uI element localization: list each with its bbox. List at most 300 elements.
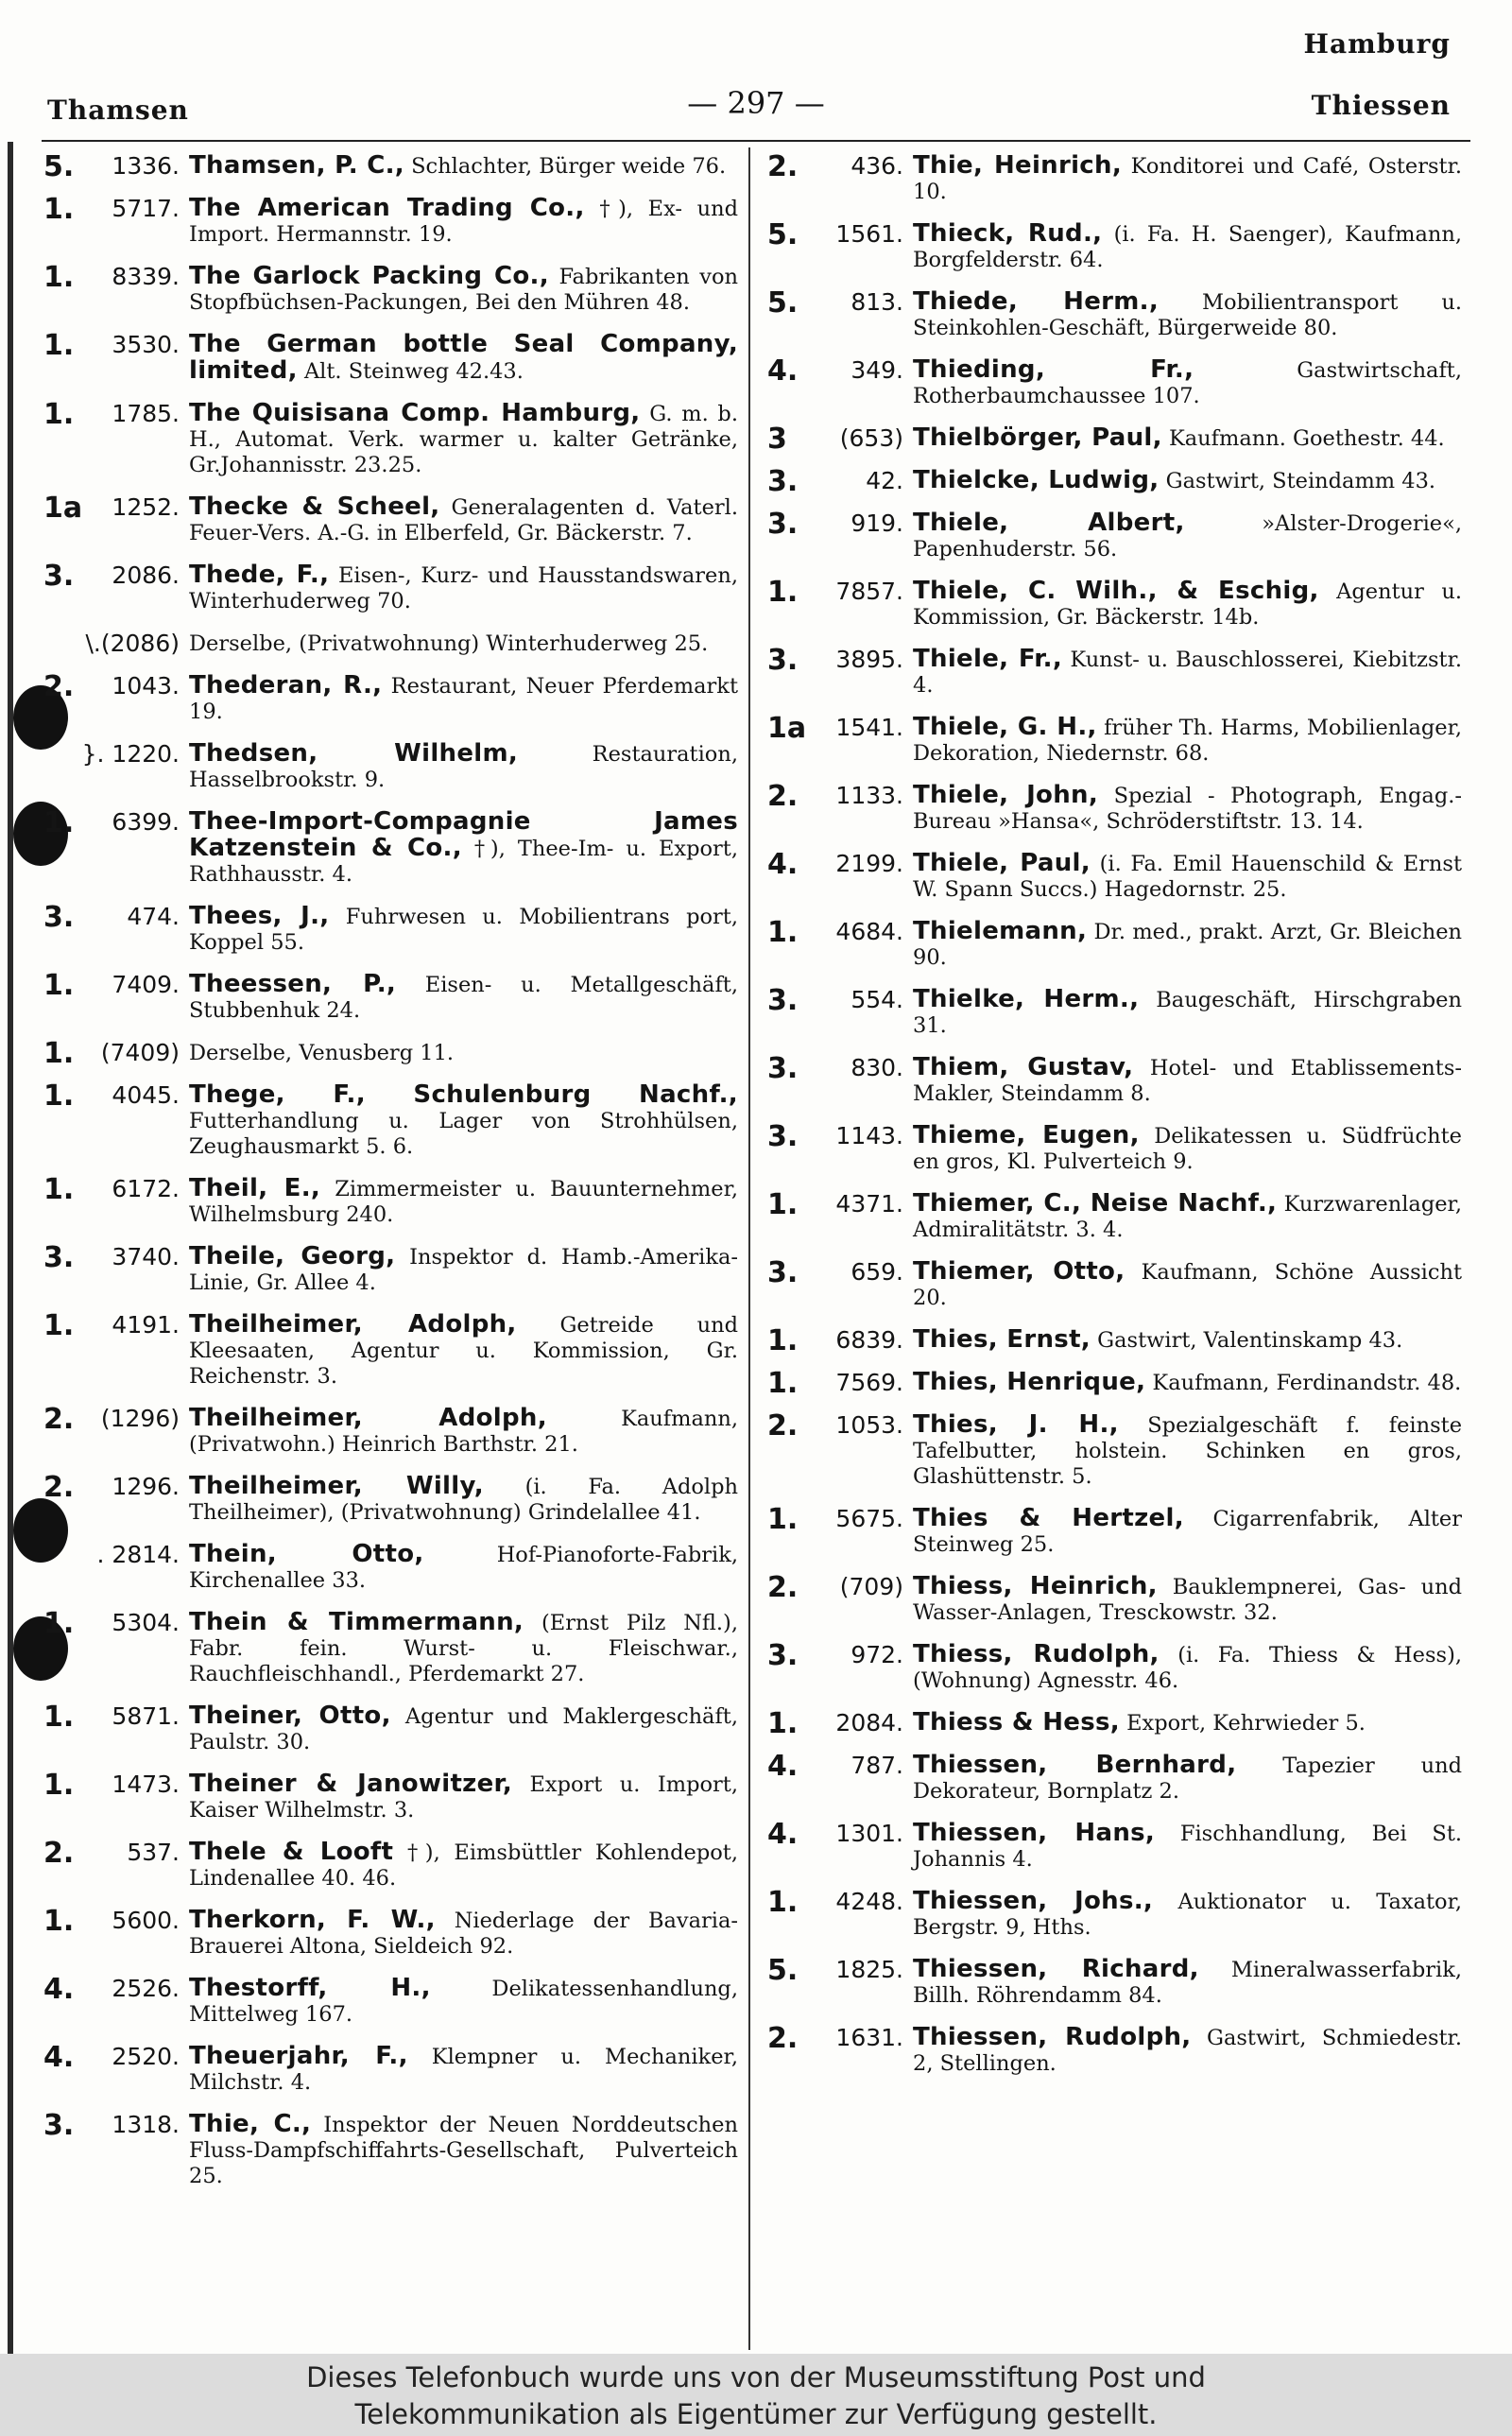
subscriber-name: The Garlock Packing Co., xyxy=(189,262,549,290)
subscriber-name: Theessen, P., xyxy=(189,970,397,998)
subscriber-name: Thielke, Herm., xyxy=(913,985,1140,1013)
directory-entry xyxy=(43,562,738,614)
subscriber-name: Thies & Hertzel, xyxy=(913,1504,1184,1532)
exchange-zone: 3. xyxy=(767,1120,799,1153)
entry-text xyxy=(189,631,738,657)
directory-entry xyxy=(43,1309,738,1390)
exchange-zone: 2. xyxy=(43,1837,75,1870)
directory-entry xyxy=(767,1750,1462,1805)
subscriber-details: Hof-Pianoforte-Fabrik, Kirchenallee 33. xyxy=(189,1543,738,1593)
subscriber-details: Baugeschäft, Hirschgraben 31. xyxy=(913,988,1462,1038)
phone-number: 1143. xyxy=(835,1122,903,1149)
phone-number: 2199. xyxy=(835,850,903,877)
directory-entry xyxy=(767,1886,1463,1941)
phone-number: . 2814. xyxy=(96,1541,180,1568)
directory-entry xyxy=(767,848,1462,903)
phone-number: 2520. xyxy=(112,2043,180,2070)
phone-number: 537. xyxy=(127,1839,180,1866)
subscriber-details: Fuhrwesen u. Mobilientrans port, Koppel 55. xyxy=(189,905,739,955)
directory-entry xyxy=(43,1607,738,1687)
entry-text xyxy=(189,1542,738,1594)
phone-number: 4684. xyxy=(835,918,903,945)
entry-text xyxy=(913,425,1462,452)
phone-number: 787. xyxy=(850,1752,903,1779)
entry-text xyxy=(189,1176,738,1228)
phone-number: 2526. xyxy=(112,1975,180,2002)
city-heading: Hamburg xyxy=(1303,28,1451,60)
directory-entry xyxy=(43,806,738,888)
exchange-zone: 1. xyxy=(43,1905,75,1938)
directory-entry xyxy=(767,354,1462,409)
directory-entry xyxy=(43,1173,738,1228)
exchange-zone: 1. xyxy=(767,576,799,609)
exchange-zone: 5. xyxy=(767,218,799,251)
subscriber-details: (i. Fa. Adolph Theilheimer), (Privatwohnung) Grindelallee 41. xyxy=(189,1475,738,1525)
subscriber-name: Thiele, Paul, xyxy=(913,849,1091,877)
subscriber-name: Thiele, G. H., xyxy=(913,713,1097,741)
exchange-zone: 1. xyxy=(43,1080,75,1113)
exchange-zone: 4. xyxy=(43,1973,75,2006)
subscriber-name: Thielbörger, Paul, xyxy=(913,423,1162,452)
exchange-zone: 1. xyxy=(43,398,75,431)
entry-text xyxy=(913,987,1462,1039)
phone-number: 4248. xyxy=(835,1888,903,1915)
subscriber-name: Thies, J. H., xyxy=(913,1410,1119,1439)
exchange-zone: 3. xyxy=(767,1052,799,1085)
subscriber-name: Theil, E., xyxy=(189,1174,321,1202)
subscriber-details: »Alster-Drogerie«, Papenhuderstr. 56. xyxy=(913,511,1462,561)
subscriber-details: Inspektor der Neuen Norddeutschen Fluss-Dampfschiffahrts-Gesellschaft, Pulverteich 25. xyxy=(189,2113,738,2188)
subscriber-name: Thiele, C. Wilh., & Eschig, xyxy=(913,577,1319,605)
directory-entry xyxy=(43,1037,738,1070)
subscriber-name: Thieding, Fr., xyxy=(913,355,1194,384)
phone-number: 3530. xyxy=(112,331,180,358)
subscriber-name: Thiess, Rudolph, xyxy=(913,1640,1160,1668)
subscriber-details: Schlachter, Bürger weide 76. xyxy=(411,154,727,179)
entry-text xyxy=(189,562,738,614)
subscriber-name: Thiele, Albert, xyxy=(913,509,1185,537)
subscriber-name: Thiessen, Hans, xyxy=(913,1819,1156,1847)
directory-entry xyxy=(43,398,738,478)
footer-line: Telekommunikation als Eigentümer zur Verfügung gestellt. xyxy=(354,2398,1158,2430)
entry-text xyxy=(913,2025,1462,2077)
entry-text xyxy=(189,1040,738,1066)
subscriber-name: Theilheimer, Adolph, xyxy=(189,1404,547,1432)
subscriber-details: Dr. med., prakt. Arzt, Gr. Bleichen 90. xyxy=(913,920,1462,970)
exchange-zone: 1a xyxy=(767,712,807,745)
subscriber-details: Kaufmann, Schöne Aussicht 20. xyxy=(913,1260,1462,1310)
entry-text xyxy=(913,468,1462,494)
directory-entry xyxy=(43,1082,738,1160)
subscriber-name: Thees, J., xyxy=(189,902,330,930)
phone-number: 8339. xyxy=(112,263,180,290)
phone-number: 1053. xyxy=(835,1411,903,1439)
phone-number: \.(2086) xyxy=(85,630,180,657)
entry-text xyxy=(189,1976,738,2028)
exchange-zone: 1. xyxy=(43,1173,75,1206)
phone-number: 5675. xyxy=(835,1505,903,1532)
entry-text xyxy=(913,1506,1462,1558)
subscriber-name: Thiess, Heinrich, xyxy=(913,1572,1158,1600)
phone-number: 1318. xyxy=(112,2111,180,2138)
exchange-zone: 1. xyxy=(43,1607,75,1640)
directory-entry xyxy=(767,644,1463,699)
entry-text xyxy=(913,579,1462,631)
exchange-zone: 1. xyxy=(43,329,75,362)
subscriber-details: Kaufmann, (Privatwohn.) Heinrich Barthstr. 21. xyxy=(189,1407,739,1457)
entry-text xyxy=(913,1957,1462,2009)
subscriber-details: Eisen-, Kurz- und Hausstandswaren, Winterhuderweg 70. xyxy=(189,563,738,613)
subscriber-details: †), Eimsbüttler Kohlendepot, Lindenallee 40. 46. xyxy=(189,1840,739,1891)
subscriber-name: Theile, Georg, xyxy=(189,1242,396,1270)
exchange-zone: 3. xyxy=(43,560,75,593)
phone-number: 7409. xyxy=(112,971,180,998)
exchange-zone: 3. xyxy=(767,1639,799,1672)
exchange-zone: 4. xyxy=(767,1818,799,1851)
directory-entry xyxy=(767,150,1463,205)
entry-text xyxy=(189,153,738,180)
phone-number: 6172. xyxy=(112,1175,180,1202)
entry-text xyxy=(913,1642,1462,1694)
entry-text xyxy=(189,332,738,385)
left-column xyxy=(43,150,739,2205)
phone-number: 4045. xyxy=(112,1081,180,1109)
directory-entry xyxy=(43,329,738,385)
exchange-zone: 4. xyxy=(767,1750,799,1783)
phone-number: 6399. xyxy=(112,808,180,836)
exchange-zone: 1. xyxy=(43,261,75,294)
subscriber-name: Thee-Import-Compagnie James Katzenstein & Co., xyxy=(189,807,738,862)
exchange-zone: 2. xyxy=(767,150,799,183)
subscriber-name: Theiner & Janowitzer, xyxy=(189,1770,513,1798)
subscriber-details: (i. Fa. Emil Hauenschild & Ernst W. Spann Succs.) Hagedornstr. 25. xyxy=(913,852,1462,902)
entry-text xyxy=(913,1412,1462,1490)
subscriber-details: Cigarrenfabrik, Alter Steinweg 25. xyxy=(913,1507,1463,1557)
entry-text xyxy=(913,1710,1462,1736)
right-keyword: Thiessen xyxy=(1311,90,1451,121)
subscriber-name: Thein, Otto, xyxy=(189,1540,424,1568)
subscriber-details: †), Thee-Im- u. Export, Rathhausstr. 4. xyxy=(189,837,738,887)
phone-number: 1043. xyxy=(112,672,180,700)
subscriber-details: Derselbe, (Privatwohnung) Winterhuderweg 25. xyxy=(189,631,709,656)
entry-text xyxy=(189,972,738,1024)
exchange-zone: 2. xyxy=(43,1403,75,1436)
phone-number: 1133. xyxy=(835,782,903,809)
exchange-zone: 2. xyxy=(43,1471,75,1504)
directory-entry xyxy=(43,969,738,1024)
subscriber-details: Inspektor d. Hamb.-Amerika-Linie, Gr. Allee 4. xyxy=(189,1245,738,1295)
subscriber-details: Mineralwasserfabrik, Billh. Röhrendamm 84. xyxy=(913,1958,1462,2008)
phone-number: 1336. xyxy=(112,152,180,180)
subscriber-name: Thedsen, Wilhelm, xyxy=(189,739,519,768)
entry-text xyxy=(913,510,1462,562)
subscriber-details: Mobilientransport u. Steinkohlen-Geschäft, Bürgerweide 80. xyxy=(913,290,1462,340)
entry-text xyxy=(913,1327,1462,1354)
entry-text xyxy=(189,264,738,316)
subscriber-details: früher Th. Harms, Mobilienlager, Dekoration, Niedernstr. 68. xyxy=(913,716,1463,766)
entry-text xyxy=(189,1474,738,1526)
entry-text xyxy=(913,783,1462,835)
phone-number: 2084. xyxy=(835,1709,903,1736)
entry-text xyxy=(913,221,1462,273)
exchange-zone: 1. xyxy=(767,1503,799,1536)
entry-text xyxy=(189,1908,738,1960)
subscriber-details: (i. Fa. Thiess & Hess), (Wohnung) Agnesstr. 46. xyxy=(913,1643,1462,1693)
subscriber-details: Niederlage der Bavaria-Brauerei Altona, Sieldeich 92. xyxy=(189,1909,738,1959)
phone-number: 1296. xyxy=(112,1473,180,1500)
subscriber-details: Getreide und Kleesaaten, Agentur u. Kommission, Gr. Reichenstr. 3. xyxy=(189,1313,738,1389)
subscriber-name: Thein & Timmermann, xyxy=(189,1608,524,1636)
entry-text xyxy=(913,1123,1462,1175)
directory-entry xyxy=(43,1542,738,1594)
phone-number: 3740. xyxy=(112,1243,180,1270)
subscriber-details: Tapezier und Dekorateur, Bornplatz 2. xyxy=(913,1754,1462,1804)
directory-entry xyxy=(767,712,1463,767)
phone-number: 5304. xyxy=(112,1609,180,1636)
entry-text xyxy=(189,1244,738,1296)
exchange-zone: 3. xyxy=(767,984,799,1017)
subscriber-name: Thele & Looft xyxy=(189,1838,394,1866)
column-divider xyxy=(748,147,750,2350)
directory-entry xyxy=(767,1818,1463,1873)
directory-entry xyxy=(767,2022,1462,2077)
entry-text xyxy=(189,2044,738,2096)
exchange-zone: 1. xyxy=(767,916,799,949)
phone-number: 919. xyxy=(850,510,903,537)
directory-entry xyxy=(767,780,1462,835)
phone-number: 1301. xyxy=(835,1820,903,1847)
phone-number: 1252. xyxy=(112,493,180,521)
subscriber-name: Thamsen, P. C., xyxy=(189,151,404,180)
subscriber-name: Theilheimer, Adolph, xyxy=(189,1310,517,1339)
directory-entry xyxy=(43,2109,738,2189)
directory-entry xyxy=(43,1703,738,1755)
phone-number: (709) xyxy=(839,1573,903,1600)
phone-number: 5717. xyxy=(112,195,180,222)
directory-entry xyxy=(767,510,1462,562)
exchange-zone: 1. xyxy=(43,1701,75,1734)
entry-text xyxy=(189,494,738,546)
entry-text xyxy=(913,919,1462,971)
exchange-zone: 3. xyxy=(43,901,75,934)
directory-entry xyxy=(767,1639,1462,1694)
exchange-zone: 3. xyxy=(767,465,799,498)
directory-entry xyxy=(43,150,738,183)
subscriber-name: Thiessen, Rudolph, xyxy=(913,2023,1192,2051)
exchange-zone: 1a xyxy=(43,492,83,525)
directory-entry xyxy=(767,1954,1462,2009)
subscriber-details: Klempner u. Mechaniker, Milchstr. 4. xyxy=(189,2045,738,2095)
subscriber-details: Export u. Import, Kaiser Wilhelmstr. 3. xyxy=(189,1772,739,1823)
directory-entry xyxy=(43,1403,739,1458)
subscriber-details: Zimmermeister u. Bauunternehmer, Wilhelmsburg 240. xyxy=(189,1177,738,1227)
subscriber-name: Thiele, Fr., xyxy=(913,645,1063,673)
phone-number: 1541. xyxy=(835,714,903,741)
subscriber-details: Kunst- u. Bauschlosserei, Kiebitzstr. 4. xyxy=(913,648,1463,698)
phone-number: 1785. xyxy=(112,400,180,427)
subscriber-details: Export, Kehrwieder 5. xyxy=(1126,1711,1366,1736)
phone-number: 659. xyxy=(850,1258,903,1286)
subscriber-details: Auktionator u. Taxator, Bergstr. 9, Hths. xyxy=(913,1890,1463,1940)
entry-text xyxy=(913,1889,1462,1941)
phone-number: 436. xyxy=(850,152,903,180)
directory-entry xyxy=(767,1052,1462,1107)
directory-entry xyxy=(767,1367,1462,1400)
subscriber-details: Delikatessenhandlung, Mittelweg 167. xyxy=(189,1977,738,2027)
subscriber-name: The Quisisana Comp. Hamburg, xyxy=(189,399,641,427)
exchange-zone: 3 xyxy=(767,423,787,456)
entry-text xyxy=(913,1055,1462,1107)
entry-text xyxy=(189,2112,738,2189)
directory-entry xyxy=(43,1973,738,2028)
subscriber-name: Thiede, Herm., xyxy=(913,287,1160,316)
exchange-zone: 4. xyxy=(767,848,799,881)
exchange-zone: 1. xyxy=(767,1188,799,1221)
entry-text xyxy=(913,1191,1462,1243)
phone-number: 5600. xyxy=(112,1907,180,1934)
entry-text xyxy=(189,741,738,793)
exchange-zone: 1. xyxy=(43,1769,75,1802)
phone-number: 5871. xyxy=(112,1702,180,1730)
directory-entry xyxy=(43,741,738,793)
subscriber-details: Gastwirtschaft, Rotherbaumchaussee 107. xyxy=(913,358,1462,408)
subscriber-details: Spezial - Photograph, Engag.-Bureau »Hansa«, Schröderstiftstr. 13. 14. xyxy=(913,784,1462,834)
phone-number: 474. xyxy=(127,903,180,930)
subscriber-details: Gastwirt, Schmiedestr. 2, Stellingen. xyxy=(913,2026,1462,2076)
exchange-zone: 5. xyxy=(767,286,799,320)
phone-number: 349. xyxy=(850,356,903,384)
directory-entry xyxy=(767,465,1462,498)
phone-number: 1631. xyxy=(835,2024,903,2051)
subscriber-name: Thies, Ernst, xyxy=(913,1325,1091,1354)
exchange-zone: 1. xyxy=(767,1367,799,1400)
directory-entry xyxy=(43,1241,738,1296)
page-edge xyxy=(8,142,13,2354)
directory-entry xyxy=(767,1707,1462,1740)
directory-entry xyxy=(43,901,739,956)
subscriber-details: (Ernst Pilz Nfl.), Fabr. fein. Wurst- u. Fleischwar., Rauchfleischhandl., Pferdemarkt 27. xyxy=(189,1611,738,1686)
phone-number: 1825. xyxy=(835,1956,903,1983)
entry-text xyxy=(189,809,738,888)
exchange-zone: 1. xyxy=(43,1309,75,1342)
phone-number: (653) xyxy=(839,424,903,452)
entry-text xyxy=(913,851,1462,903)
subscriber-name: Thiele, John, xyxy=(913,781,1099,809)
exchange-zone: 2. xyxy=(43,670,75,703)
entry-text xyxy=(913,1370,1462,1396)
subscriber-details: Gastwirt, Valentinskamp 43. xyxy=(1097,1328,1403,1353)
entry-text xyxy=(913,647,1462,699)
subscriber-details: Kaufmann. Goethestr. 44. xyxy=(1168,426,1445,451)
directory-entry xyxy=(767,1188,1462,1243)
subscriber-details: Restauration, Hasselbrookstr. 9. xyxy=(189,742,738,792)
subscriber-name: Thestorff, H., xyxy=(189,1974,431,2002)
subscriber-details: Bauklempnerei, Gas- und Wasser-Anlagen, Tresckowstr. 32. xyxy=(913,1575,1462,1625)
phone-number: 1473. xyxy=(112,1771,180,1798)
directory-entry xyxy=(767,1120,1462,1175)
subscriber-details: (i. Fa. H. Saenger), Kaufmann, Borgfelderstr. 64. xyxy=(913,222,1463,272)
directory-entry xyxy=(43,1837,739,1892)
subscriber-name: Thieme, Eugen, xyxy=(913,1121,1140,1149)
exchange-zone: 2. xyxy=(767,1571,799,1604)
subscriber-name: Thege, F., Schulenburg Nachf., xyxy=(189,1080,738,1109)
subscriber-name: Thieck, Rud., xyxy=(913,219,1103,248)
phone-number: 813. xyxy=(850,288,903,316)
entry-text xyxy=(913,357,1462,409)
header-rule xyxy=(42,140,1470,142)
phone-number: }. 1220. xyxy=(81,740,180,768)
exchange-zone: 2. xyxy=(767,2022,799,2055)
subscriber-details: Kaufmann, Ferdinandstr. 48. xyxy=(1152,1371,1462,1395)
subscriber-details: Gastwirt, Steindamm 43. xyxy=(1165,469,1436,493)
entry-text xyxy=(189,1082,738,1160)
phone-number: 972. xyxy=(850,1641,903,1668)
exchange-zone: 1. xyxy=(43,969,75,1002)
exchange-zone: 3. xyxy=(767,644,799,677)
phone-number: 4371. xyxy=(835,1190,903,1218)
subscriber-details: Kurzwarenlager, Admiralitätstr. 3. 4. xyxy=(913,1192,1462,1242)
subscriber-details: Agentur und Maklergeschäft, Paulstr. 30. xyxy=(189,1704,738,1754)
directory-entry xyxy=(43,193,739,248)
directory-entry xyxy=(43,631,738,657)
directory-entry xyxy=(43,1471,738,1526)
right-column xyxy=(767,150,1463,2093)
entry-text xyxy=(913,1574,1462,1626)
subscriber-details: Restaurant, Neuer Pferdemarkt 19. xyxy=(189,674,738,724)
exchange-zone: 1. xyxy=(43,806,75,839)
phone-number: 3895. xyxy=(835,646,903,673)
entry-text xyxy=(913,1821,1462,1873)
directory-entry xyxy=(767,1503,1463,1558)
subscriber-details: Hotel- und Etablissements-Makler, Steindamm 8. xyxy=(913,1056,1462,1106)
subscriber-name: Thie, C., xyxy=(189,2110,312,2138)
exchange-zone: 3. xyxy=(43,2109,75,2142)
entry-text xyxy=(913,289,1462,341)
phone-number: 42. xyxy=(866,467,903,494)
subscriber-details: Fabrikanten von Stopfbüchsen-Packungen, Bei den Mühren 48. xyxy=(189,265,738,315)
phone-number: 7857. xyxy=(835,578,903,605)
phone-number: (7409) xyxy=(100,1039,180,1066)
exchange-zone: 4. xyxy=(767,354,799,388)
directory-entry xyxy=(767,286,1462,341)
subscriber-details: Konditorei und Café, Osterstr. 10. xyxy=(913,154,1463,204)
subscriber-name: Thiessen, Richard, xyxy=(913,1955,1199,1983)
phone-number: 1561. xyxy=(835,220,903,248)
phone-number: 2086. xyxy=(112,561,180,589)
subscriber-details: Generalagenten d. Vaterl. Feuer-Vers. A.-G. in Elberfeld, Gr. Bäckerstr. 7. xyxy=(189,495,738,545)
subscriber-details: Spezialgeschäft f. feinste Tafelbutter, holstein. Schinken en gros, Glashüttenstr. 5. xyxy=(913,1413,1463,1489)
page-number: — 297 — xyxy=(687,85,825,121)
subscriber-name: Thies, Henrique, xyxy=(913,1368,1146,1396)
subscriber-name: Thie, Heinrich, xyxy=(913,151,1123,180)
subscriber-name: The German bottle Seal Company, limited, xyxy=(189,330,738,385)
subscriber-name: Theuerjahr, F., xyxy=(189,2042,408,2070)
entry-text xyxy=(189,401,738,478)
directory-entry xyxy=(767,984,1462,1039)
directory-entry xyxy=(767,1409,1463,1490)
subscriber-name: Theiner, Otto, xyxy=(189,1702,391,1730)
entry-text xyxy=(913,1259,1462,1311)
entry-text xyxy=(189,673,738,725)
entry-text xyxy=(189,196,738,248)
directory-entry xyxy=(43,2041,738,2096)
left-keyword: Thamsen xyxy=(47,95,189,126)
exchange-zone: 2. xyxy=(767,780,799,813)
subscriber-details: Agentur u. Kommission, Gr. Bäckerstr. 14b. xyxy=(913,579,1463,630)
subscriber-name: Thielcke, Ludwig, xyxy=(913,466,1160,494)
subscriber-name: Theilheimer, Willy, xyxy=(189,1472,484,1500)
entry-text xyxy=(189,1406,738,1458)
